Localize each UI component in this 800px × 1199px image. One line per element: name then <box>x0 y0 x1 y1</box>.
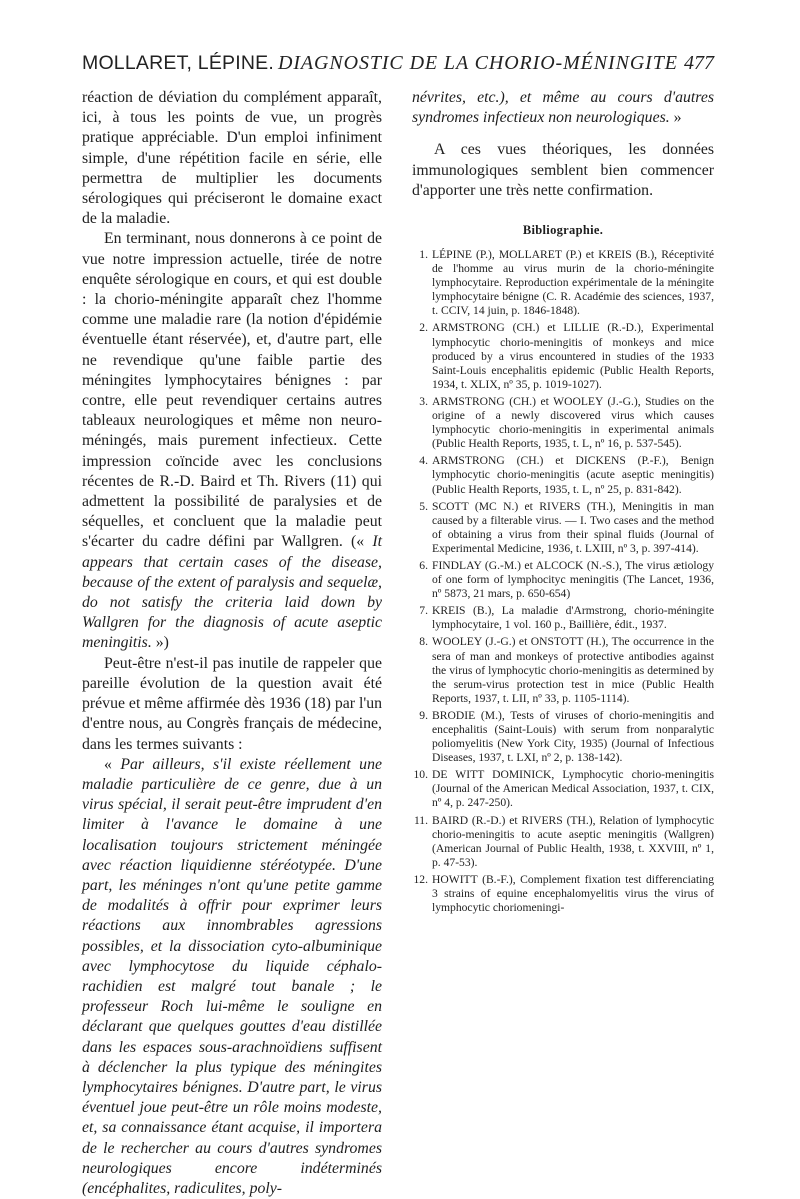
reference-number: 11. <box>413 813 428 827</box>
paragraph-serology: réaction de déviation du complément apparaît, ici, à tous les points de vue, un progrès pratique appréciable. D'un emploi infiniment simple, d'une répétition facile en série, elle permettra de multiplier les documents sérologiques qui préciseront le domaine exact de la maladie. <box>82 89 382 228</box>
bibliography-heading: Bibliographie. <box>522 223 604 238</box>
paragraph-quotation-continued <box>412 88 714 128</box>
reference-number: 7. <box>419 604 428 618</box>
reference-text: KREIS (B.), La maladie d'Armstrong, chorio-méningite lymphocytaire, 1 vol. 160 p., Baillière, édit., 1937. <box>432 604 714 632</box>
quote-close-mark: » <box>669 109 682 127</box>
reference-text: BAIRD (R.-D.) et RIVERS (TH.), Relation of lymphocytic chorio-meningitis to acute aseptic meningitis (Wallgren) (American Journal of Public Health, 1938, t. XXVIII, nº 1, p. 47-53). <box>432 813 714 869</box>
paragraph-recall: Peut-être n'est-il pas inutile de rappeler que pareille évolution de la question avait été prévue et même affirmée dès 1936 (18) par l'un d'entre nous, au Congrès français de médecine, dans les termes suivants : <box>82 654 382 753</box>
reference-number: 3. <box>419 394 428 408</box>
reference-number: 12. <box>413 872 428 886</box>
paragraph-conclusion <box>82 229 382 653</box>
bibliography-entry <box>412 635 714 705</box>
paragraph-final: A ces vues théoriques, les données immunologiques semblent bien commencer d'apporter une très nette confirmation. <box>412 141 714 199</box>
bibliography-entry <box>412 321 714 391</box>
reference-number: 8. <box>419 635 428 649</box>
reference-text: WOOLEY (J.-G.) et ONSTOTT (H.), The occurrence in the sera of man and monkeys of protective antibodies against the virus of lymphocytic chorio-meningitis as determined by the serum-virus protection test in mice (Public Health Reports, 1937, t. LII, nº 33, p. 1105-1114). <box>432 635 714 705</box>
bibliography-entry <box>412 814 714 870</box>
bibliography-entry <box>412 559 714 601</box>
reference-number: 2. <box>419 321 428 335</box>
bibliography-list <box>412 248 714 915</box>
reference-text: HOWITT (B.-F.), Complement fixation test differenciating 3 strains of equine encephalomyelitis virus the virus of lymphocytic choriomeningi- <box>432 872 714 915</box>
reference-text: BRODIE (M.), Tests of viruses of chorio-meningitis and encephalitis (Saint-Louis) with serum from nonparalytic poliomyelitis (New York City, 1935) (Journal of Infectious Diseases, 1937, t. LXI, nº 2, p. 138-142). <box>432 708 714 765</box>
left-column <box>82 88 382 1199</box>
header-title: DIAGNOSTIC DE LA CHORIO-MÉNINGITE <box>278 52 678 74</box>
page-number: 477 <box>684 52 714 74</box>
reference-text: SCOTT (MC N.) et RIVERS (TH.), Meningitis in man caused by a filterable virus. — I. Two cases and the method of obtaining a virus from their spinal fluids (Journal of Experimental Medicine, 1936, t. LXIII, nº 3, p. 397-414). <box>432 499 714 555</box>
conclusion-end: ) <box>163 634 169 652</box>
reference-text: ARMSTRONG (CH.) et DICKENS (P.-F.), Benign lymphocytic chorio-meningitis (acute aseptic meningitis) (Public Health Reports, 1935, t. L, nº 25, p. 831-842). <box>432 454 714 496</box>
bibliography-entry <box>412 395 714 451</box>
english-quote: It appears that certain cases of the disease, because of the extent of paralysis and sequelæ, do not satisfy the criteria laid down by Wallgren for the diagnosis of acute aseptic meningitis. <box>82 533 382 652</box>
reference-number: 10. <box>413 768 428 782</box>
reference-number: 5. <box>419 499 428 513</box>
reference-text: ARMSTRONG (CH.) et LILLIE (R.-D.), Experimental lymphocytic chorio-meningitis of monkeys and mice produced by a virus encountered in studies of the 1933 Saint-Louis encephalitis epidemic (Public Health Reports, 1934, t. XLIX, nº 35, p. 1019-1027). <box>432 321 714 391</box>
conclusion-quote-close: » <box>151 634 164 652</box>
bibliography-entry <box>412 873 714 915</box>
running-header <box>82 50 714 82</box>
congress-quote: Par ailleurs, s'il existe réellement une maladie particulière de ce genre, due à un virus spécial, il serait peut-être imprudent d'en limiter à l'avance le domaine à une localisation toujours strictement méningée avec réaction liquidienne stéréotypée. D'une part, les méninges n'ont qu'une petite gamme de modalités à offrir pour exprimer leurs réactions aux innombrables agressions possibles, et la dissociation cyto-albuminique avec lymphocytose du liquide céphalo-rachidien est malgré tout banale ; le professeur Roch lui-même le souligne en déclarant que quelques gouttes d'eau distillée dans les espaces sous-arachnoïdiens suffisent à déclencher la plus typique des méningites lymphocytaires bénignes. D'autre part, le virus éventuel joue peut-être un rôle moins modeste, et, sa connaissance étant acquise, il importera de le rechercher au cours d'autres syndromes neurologiques encore indéterminés (encéphalites, radiculites, poly- <box>82 755 382 1197</box>
bibliography-entry <box>412 709 714 765</box>
header-authors: MOLLARET, LÉPINE. <box>82 52 274 74</box>
reference-number: 9. <box>419 708 428 722</box>
bibliography-entry <box>412 604 714 632</box>
reference-text: FINDLAY (G.-M.) et ALCOCK (N.-S.), The virus ætiology of one form of lymphocityc meningitis (The Lancet, 1936, nº 5873, 21 mars, p. 650-654) <box>432 558 714 601</box>
reference-text: ARMSTRONG (CH.) et WOOLEY (J.-G.), Studies on the origine of a newly discovered virus which causes lymphocytic chorio-meningitis in experimental animals (Public Health Reports, 1935, t. L, nº 16, p. 537-545). <box>432 394 714 451</box>
right-column <box>412 88 714 918</box>
reference-number: 4. <box>419 454 428 468</box>
reference-text: DE WITT DOMINICK, Lymphocytic chorio-meningitis (Journal of the American Medical Association, 1937, t. CIX, nº 4, p. 247-250). <box>432 768 714 810</box>
reference-number: 1. <box>419 248 428 262</box>
bibliography-entry <box>412 768 714 810</box>
bibliography-entry <box>412 248 714 318</box>
reference-text: LÉPINE (P.), MOLLARET (P.) et KREIS (B.), Réceptivité de l'homme au virus murin de la chorio-méningite lymphocytaire. Reproduction expérimentale de la méningite lymphocytaire bénigne (C. R. Académie des sciences, 1937, t. CCIV, 14 juin, p. 1846-1848). <box>432 248 714 318</box>
bibliography-entry <box>412 454 714 496</box>
conclusion-text: En terminant, nous donnerons à ce point de vue notre impression actuelle, tirée de notre enquête sérologique en cours, et qui est double : la chorio-méningite apparaît chez l'homme comme une maladie rare (la notion d'épidémie éventuelle étant réservée), et, d'autre part, elle ne revendique qu'une faible partie des méningites lymphocytaires bénignes : par contre, elle peut revendiquer certains autres tableaux neurologiques et même non neuro-méningés, mais purement infectieux. Cette impression coïncide avec les conclusions récentes de R.-D. Baird et Th. Rivers (11) qui admettent la possibilité de paralysies et de séquelles, et concluent que la maladie peut s'écarter du cadre défini par Wallgren. (« <box>82 230 382 551</box>
reference-number: 6. <box>419 558 428 572</box>
quote-open-mark: « <box>104 755 121 773</box>
bibliography-entry <box>412 500 714 556</box>
congress-quote-continued: névrites, etc.), et même au cours d'autres syndromes infectieux non neurologiques. <box>412 89 714 127</box>
paragraph-quotation <box>82 755 382 1199</box>
